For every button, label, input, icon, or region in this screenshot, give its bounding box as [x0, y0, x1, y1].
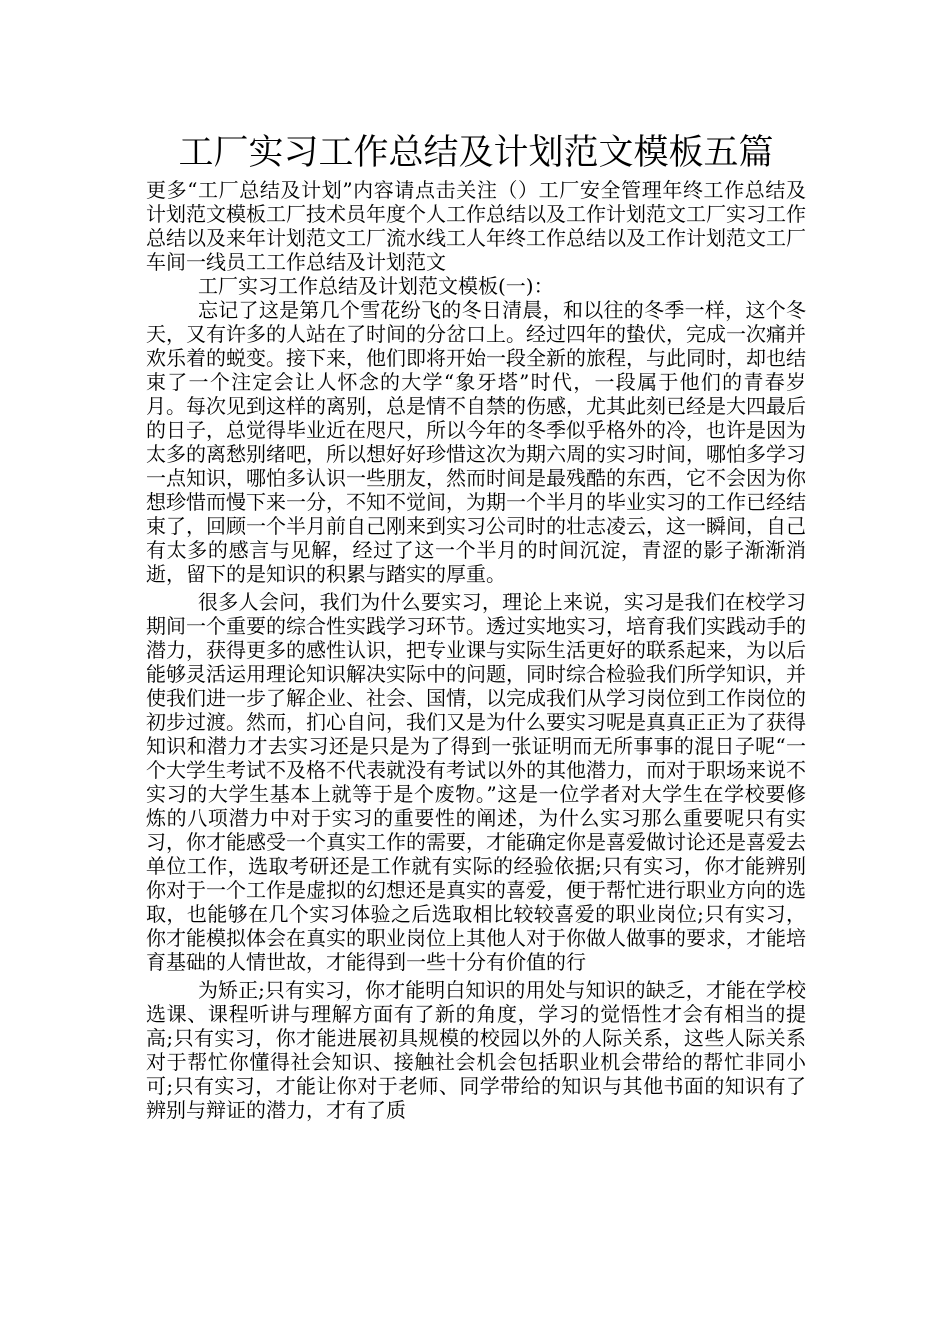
section-heading: 工厂实习工作总结及计划范文模板(一)： [198, 274, 554, 298]
intro-paragraph: 更多“工厂总结及计划”内容请点击关注（）工厂安全管理年终工作总结及计划范文模板工厂技术员年度个人工作总结以及工作计划范文工厂实习工作总结以及来年计划范文工厂流水线工人年终工作总结以及工作计划范文工厂车间一线员工工作总结及计划范文 [146, 178, 806, 274]
body-paragraph-2: 很多人会问，我们为什么要实习，理论上来说，实习是我们在校学习期间一个重要的综合性实践学习环节。透过实地实习，培育我们实践动手的潜力，获得更多的感性认识，把专业课与实际生活更好的联系起来，为以后能够灵活运用理论知识解决实际中的问题，同时综合检验我们所学知识，并使我们进一步了解企业、社会、国情，以完成我们从学习岗位到工作岗位的初步过渡。然而，扪心自问，我们又是为什么要实习呢是真真正正为了获得知识和潜力才去实习还是只是为了得到一张证明而无所事事的混日子呢“一个大学生考试不及格不代表就没有考试以外的其他潜力，而对于职场来说不实习的大学生基本上就等于是个废物。”这是一位学者对大学生在学校要修炼的八项潜力中对于实习的重要性的阐述，为什么实习那么重要呢只有实习，你才能感受一个真实工作的需要，才能确定你是喜爱做讨论还是喜爱去单位工作，选取考研还是工作就有实际的经验依据;只有实习，你才能辨别你对于一个工作是虚拟的幻想还是真实的喜爱，便于帮忙进行职业方向的选取，也能够在几个实习体验之后选取相比较较喜爱的职业岗位;只有实习，你才能模拟体会在真实的职业岗位上其他人对于你做人做事的要求，才能培育基础的人情世故，才能得到一些十分有价值的行 [146, 590, 806, 974]
body-paragraph-1: 忘记了这是第几个雪花纷飞的冬日清晨，和以往的冬季一样，这个冬天，又有许多的人站在了时间的分岔口上。经过四年的蛰伏，完成一次痛并欢乐着的蜕变。接下来，他们即将开始一段全新的旅程，与此同时，却也结束了一个注定会让人怀念的大学“象牙塔”时代，一段属于他们的青春岁月。每次见到这样的离别，总是情不自禁的伤感，尤其此刻已经是大四最后的日子，总觉得毕业近在咫尺，所以今年的冬季似乎格外的冷，也许是因为太多的离愁别绪吧，所以想好好珍惜这次为期六周的实习时间，哪怕多学习一点知识，哪怕多认识一些朋友，然而时间是最残酷的东西，它不会因为你想珍惜而慢下来一分，不知不觉间，为期一个半月的毕业实习的工作已经结束了，回顾一个半月前自己刚来到实习公司时的壮志凌云，这一瞬间，自己有太多的感言与见解，经过了这一个半月的时间沉淀，青涩的影子渐渐消逝，留下的是知识的积累与踏实的厚重。 [146, 298, 806, 586]
document-body [146, 128, 806, 1122]
body-paragraph-3: 为矫正;只有实习，你才能明白知识的用处与知识的缺乏，才能在学校选课、课程听讲与理解方面有了新的角度，学习的觉悟性才会有相当的提高;只有实习，你才能进展初具规模的校园以外的人际关系，这些人际关系对于帮忙你懂得社会知识、接触社会机会包括职业机会带给的帮忙非同小可;只有实习，才能让你对于老师、同学带给的知识与其他书面的知识有了辨别与辩证的潜力，才有了质 [146, 978, 806, 1122]
document-title: 工厂实习工作总结及计划范文模板五篇 [178, 133, 774, 173]
